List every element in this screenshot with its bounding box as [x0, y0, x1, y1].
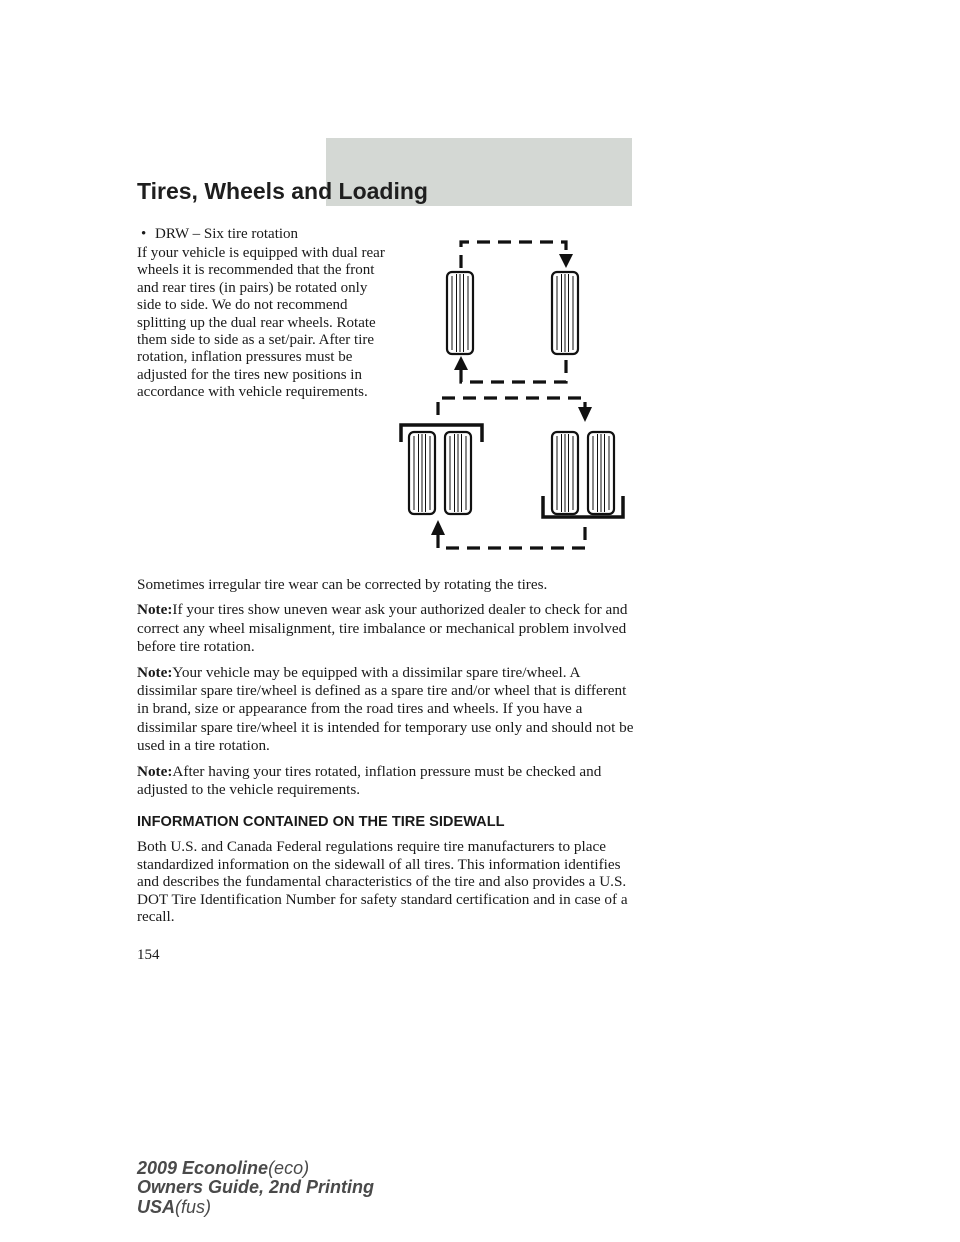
six-tire-rotation-diagram — [395, 232, 635, 557]
arrow-down-icon — [559, 254, 573, 268]
note-label: Note: — [137, 762, 173, 780]
note-text: If your tires show uneven wear ask your authorized dealer to check for and correct any wheel misalignment, tire imbalance or mechanical problem involved before tire rotation. — [137, 601, 628, 656]
front-rotation-path — [461, 242, 566, 382]
footer-line-1 — [137, 1159, 374, 1178]
footer-model: 2009 Econoline — [137, 1158, 269, 1178]
section-title: Tires, Wheels and Loading — [137, 178, 428, 204]
footer-region-code: (fus) — [175, 1196, 212, 1217]
arrow-up-icon — [454, 356, 468, 370]
footer — [137, 1159, 374, 1217]
rear-right-dual-tires-icon — [543, 432, 623, 517]
note-text: After having your tires rotated, inflation pressure must be checked and adjusted to the vehicle requirements. — [137, 762, 602, 799]
rear-left-dual-tires-icon — [401, 425, 482, 514]
note-text: Your vehicle may be equipped with a dissimilar spare tire/wheel. A dissimilar spare tire/wheel is defined as a spare tire and/or wheel that is different in brand, size or appearance from the road tires and wheels. If you have a dissimilar spare tire/wheel it is intended for temporary use only and should not be used in a tire rotation. — [137, 663, 634, 755]
footer-line-3 — [137, 1198, 374, 1217]
footer-guide: Owners Guide, 2nd Printing — [137, 1177, 375, 1198]
front-right-tire-icon — [552, 272, 578, 354]
note-label: Note: — [137, 601, 173, 619]
body-text — [137, 576, 637, 933]
paragraph-sometimes: Sometimes irregular tire wear can be corrected by rotating the tires. — [137, 576, 548, 593]
footer-model-code: (eco) — [268, 1158, 310, 1178]
note-3 — [137, 763, 637, 800]
footer-region: USA — [137, 1196, 176, 1217]
sidewall-heading: INFORMATION CONTAINED ON THE TIRE SIDEWALL — [137, 814, 505, 831]
rotation-bullet-text: DRW – Six tire rotation — [155, 226, 299, 242]
arrow-down-icon — [578, 407, 592, 422]
front-left-tire-icon — [447, 272, 473, 354]
note-2 — [137, 664, 637, 756]
bullet-icon: • — [141, 226, 147, 242]
note-label: Note: — [137, 663, 173, 681]
rotation-bullet — [141, 225, 298, 243]
footer-line-2 — [137, 1178, 374, 1197]
arrow-up-icon — [431, 520, 445, 535]
page-number: 154 — [137, 947, 160, 963]
rotation-description: If your vehicle is equipped with dual rear wheels it is recommended that the front and rear tires (in pairs) be rotated only side to side. We do not recommend splitting up the dual rear wheels. Rotate them side to side as a set/pair. After tire rotation, inflation pressures must be adjusted for the tires new positions in accordance with vehicle requirements. — [137, 245, 385, 401]
note-1 — [137, 601, 637, 656]
sidewall-paragraph: Both U.S. and Canada Federal regulations require tire manufacturers to place standardized information on the sidewall of all tires. This information identifies and describes the fundamental characteristics of the tire and also provides a U.S. DOT Tire Identification Number for safety standard certification and in case of a recall. — [137, 838, 628, 926]
